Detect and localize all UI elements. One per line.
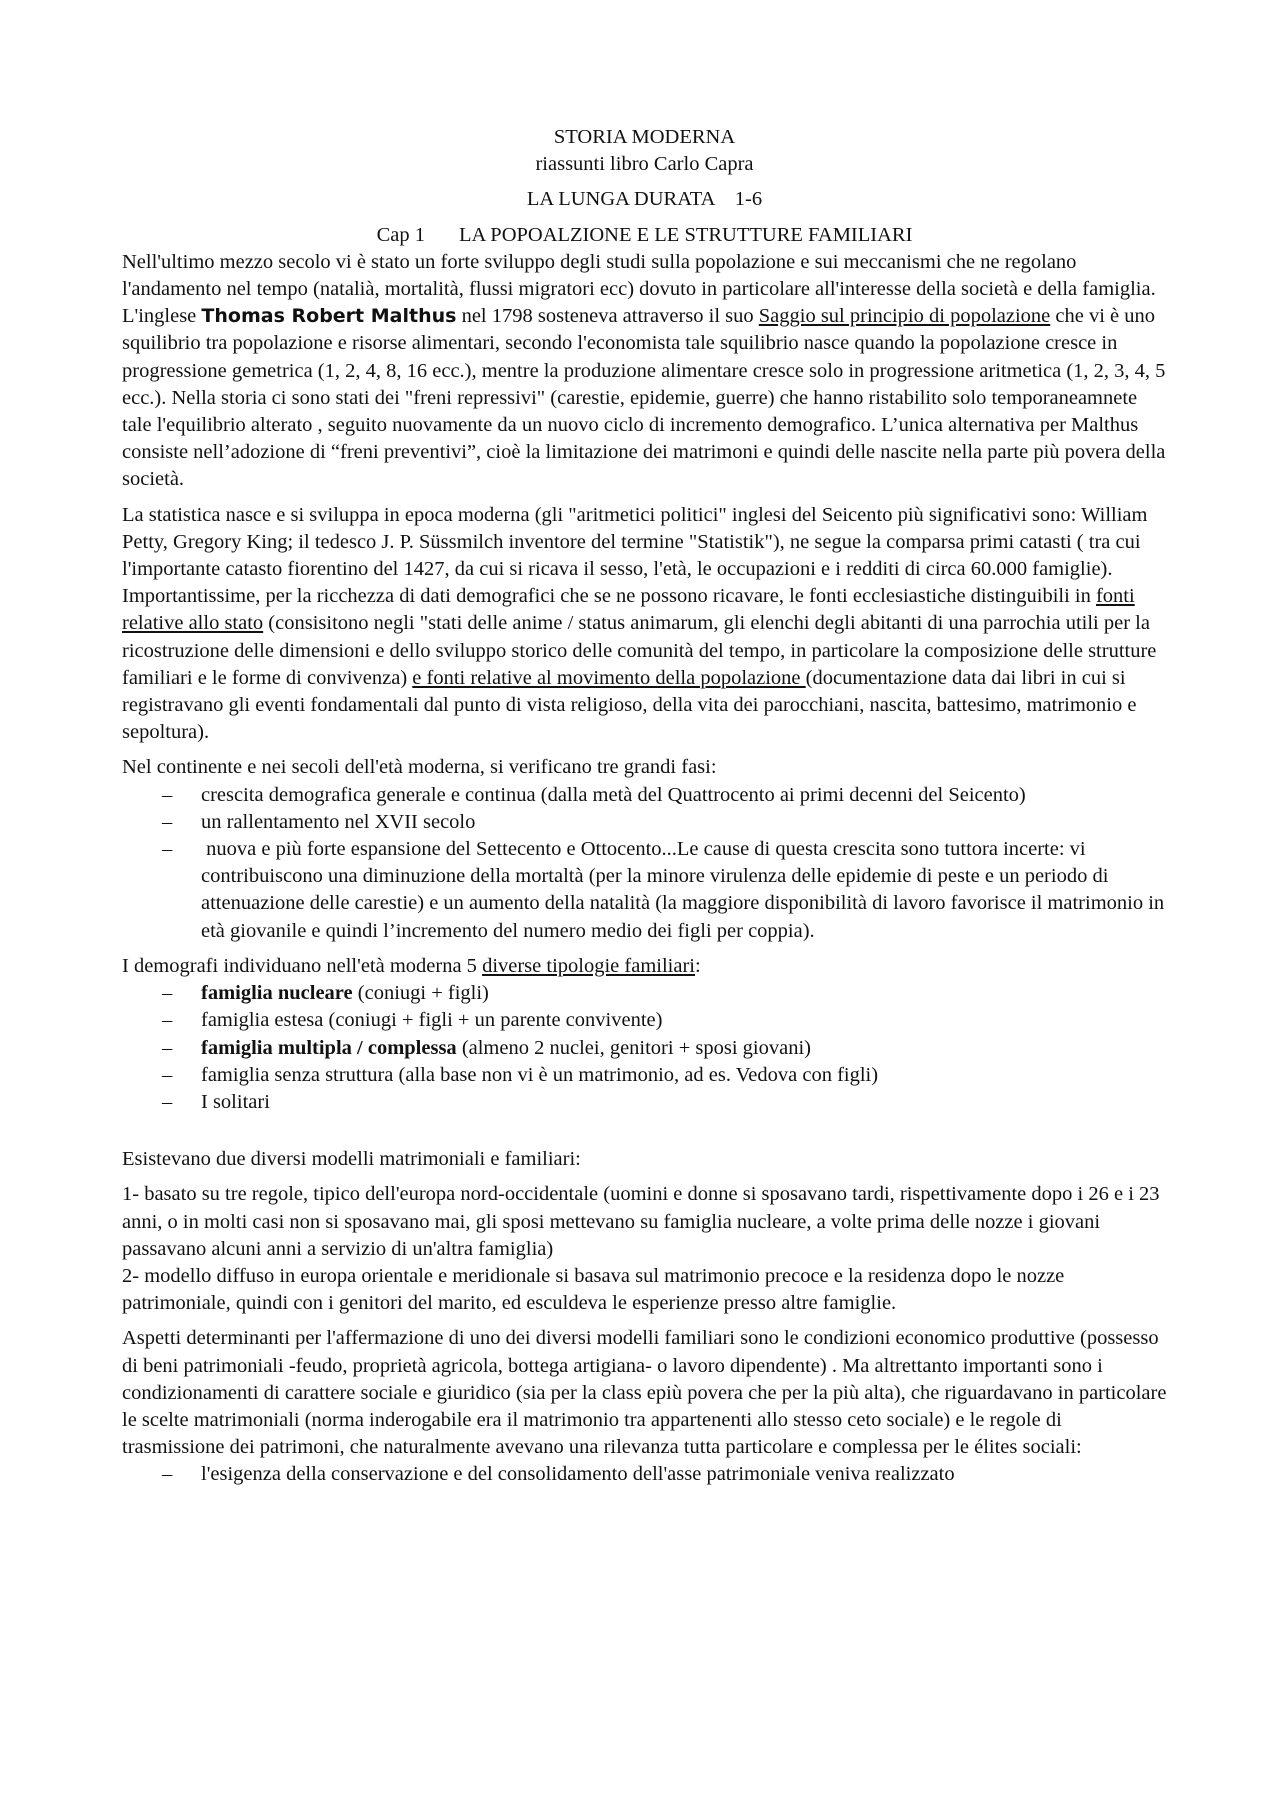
- list-item: [122, 1007, 1167, 1034]
- section-heading: [122, 186, 1167, 213]
- list-item: [122, 1062, 1167, 1089]
- p5-text-a: I demografi individuano nell'età moderna 5: [122, 954, 483, 977]
- paragraph-modello-1: 1- basato su tre regole, tipico dell'europa nord-occidentale (uomini e donne si sposavano tardi, rispettivamente dopo i 26 e i 23 anni, o in molti casi non si sposavano mai, gli sposi mettevano su famiglia nucleare, a volte prima delle nozze i giovani passavano alcuni anni a servizio di un'altra famiglia): [122, 1183, 1160, 1260]
- list-item-text: crescita demografica generale e continua (dalla metà del Quattrocento ai primi decenni del Seicento): [201, 783, 1026, 806]
- dash-marker: –: [162, 982, 173, 1005]
- section-heading-text: LA LUNGA DURATA 1-6: [526, 188, 763, 211]
- list-item-text: un rallentamento nel XVII secolo: [201, 810, 476, 833]
- list-item: [122, 1089, 1167, 1116]
- chapter-heading: [122, 222, 1167, 249]
- tipologia-nucleare: famiglia nucleare: [201, 982, 353, 1005]
- dash-marker: –: [162, 1090, 173, 1113]
- list-item: [122, 980, 1167, 1007]
- p1-text-e: che vi è uno squilibrio tra popolazione e risorse alimentari, secondo l'economista tale squilibrio nasce quando la popolazione cresce in progressione gemetrica (1, 2, 4, 8, 16 ecc.), mentre la produzione alimentare cresce solo in progressione aritmetica (1, 2, 3, 4, 5 ecc.). Nella storia ci sono stati dei "freni repressivi" (carestie, epidemie, guerre) che hanno ristabilito solo temporaneamnete tale l'equilibrio alterato , seguito nuovamente da un nuovo ciclo di incremento demografico. L’unica alternativa per Malthus consiste nell’adozione di “freni preventivi”, cioè la limitazione dei matrimoni e quindi delle nascite nella parte più povera della società.: [122, 305, 1166, 491]
- list-item: [122, 782, 1167, 809]
- list-item-text: (almeno 2 nuclei, genitori + sposi giovani): [456, 1036, 811, 1059]
- list-item-text: nuova e più forte espansione del Settecento e Ottocento...Le cause di questa crescita sono tuttora incerte: vi contribuiscono una diminuzione della mortaltà (per la minore virulenza delle epidemie di peste e un periodo di attenuazione delle carestie) e un aumento della natalità (la maggiore disponibilità di lavoro favorisce il matrimonio in età giovanile e quindi l’incremento del numero medio dei figli per coppia).: [201, 838, 1170, 942]
- document-title: STORIA MODERNA: [553, 126, 736, 148]
- p1-text-c: nel 1798 sosteneva attraverso il suo: [456, 305, 759, 328]
- list-item: [122, 836, 1170, 945]
- malthus-name: Thomas Robert Malthus: [201, 305, 457, 328]
- paragraph-statistica: La statistica nasce e si sviluppa in epoca moderna (gli "aritmetici politici" inglesi del Seicento più significativi sono: William Petty, Gregory King; il tedesco J. P. Süssmilch inventore del termine "Statistik"), ne segue la comparsa primi catasti ( tra cui l'importante catasto fiorentino del 1427, da cui si ricava il sesso, l'età, le occupazioni e i redditi di circa 60.000 famiglie).: [122, 503, 1148, 581]
- list-tipologie: [122, 980, 1167, 1116]
- p1-text-a: Nell'ultimo mezzo secolo vi è stato un forte sviluppo degli studi sulla popolazione e sui meccanismi che ne regolano l'andamento nel tempo (natalià, mortalità, flussi migratori ecc) dovuto in particolare all'interesse della società e della famiglia. L'inglese: [122, 250, 1156, 328]
- paragraph-fasi-intro: Nel continente e nei secoli dell'età moderna, si verificano tre grandi fasi:: [122, 756, 717, 779]
- list-item-text: I solitari: [201, 1090, 270, 1113]
- paragraph-modelli-intro: Esistevano due diversi modelli matrimoniali e familiari:: [122, 1148, 581, 1171]
- dash-marker: –: [162, 1463, 173, 1486]
- list-item-text: (coniugi + figli): [352, 982, 489, 1005]
- fonti-movimento: e fonti relative al movimento della popolazione: [412, 666, 806, 689]
- tipologia-multipla: famiglia multipla / complessa: [201, 1036, 457, 1059]
- tipologie-link-text: diverse tipologie familiari: [482, 954, 695, 977]
- saggio-title: Saggio sul principio di popolazione: [758, 305, 1051, 328]
- paragraph-modello-2: 2- modello diffuso in europa orientale e meridionale si basava sul matrimonio precoce e la residenza dopo le nozze patrimoniale, quindi con i genitori del marito, ed esculdeva le esperienze presso altre famiglie.: [122, 1264, 1065, 1315]
- p3-text-c: (consisitono negli "stati delle anime / status animarum, gli elenchi degli abitanti di una parrochia utili per la ricostruzione delle dimensioni e dello sviluppo storico delle comunità del tempo, in particolare la composizione delle strutture familiari e le forme di convivenza): [122, 612, 1157, 689]
- paragraph-aspetti: Aspetti determinanti per l'affermazione di uno dei diversi modelli familiari sono le condizioni economico produttive (possesso di beni patrimoniali -feudo, proprietà agricola, bottega artigiana- o lavoro dipendente) . Ma altrettanto importanti sono i condizionamenti di carattere sociale e giuridico (sia per la class epiù povera che per la più alta), che riguardavano in particolare le scelte matrimoniali (norma inderogabile era il matrimonio tra appartenenti allo stesso ceto sociale) e le regole di trasmissione dei patrimoni, che naturalmente avevano una rilevanza tutta particolare e complessa per le élites sociali:: [122, 1327, 1167, 1459]
- document-subtitle: riassunti libro Carlo Capra: [535, 153, 754, 176]
- list-fasi: [122, 782, 1170, 945]
- dash-marker: –: [162, 838, 173, 861]
- document-body: [122, 124, 1170, 1489]
- fonti-stato: fonti relative allo stato: [122, 585, 1135, 635]
- chapter-number: Cap 1: [376, 223, 425, 246]
- list-item: [122, 1461, 1167, 1488]
- list-item: [122, 1035, 1167, 1062]
- list-item-text: famiglia senza struttura (alla base non vi è un matrimonio, ad es. Vedova con figli): [201, 1063, 879, 1086]
- list-item-text: l'esigenza della conservazione e del consolidamento dell'asse patrimoniale veniva realizzato: [201, 1463, 955, 1486]
- list-esigenze: [122, 1461, 1167, 1488]
- list-item: [122, 809, 1167, 836]
- dash-marker: –: [162, 1009, 173, 1032]
- dash-marker: –: [162, 1063, 173, 1086]
- p5-text-c: :: [694, 954, 701, 977]
- paragraph-malthus: [122, 249, 1167, 494]
- list-item-text: famiglia estesa (coniugi + figli + un parente convivente): [201, 1009, 663, 1032]
- dash-marker: –: [162, 810, 173, 833]
- p3-text-e: (documentazione data dai libri in cui si registravano gli eventi fondamentali dal punto di vista religioso, della vita dei parocchiani, nascita, battesimo, matrimonio e sepoltura).: [122, 666, 1137, 744]
- chapter-title: LA POPOALZIONE E LE STRUTTURE FAMILIARI: [458, 223, 913, 246]
- p3-text-a: Importantissime, per la ricchezza di dati demografici che se ne possono ricavare, le fonti ecclesiastiche distinguibili in: [122, 585, 1096, 608]
- dash-marker: –: [162, 1036, 173, 1059]
- paragraph-tipologie-intro: [122, 953, 1167, 980]
- paragraph-fonti: [122, 583, 1167, 746]
- dash-marker: –: [162, 783, 173, 806]
